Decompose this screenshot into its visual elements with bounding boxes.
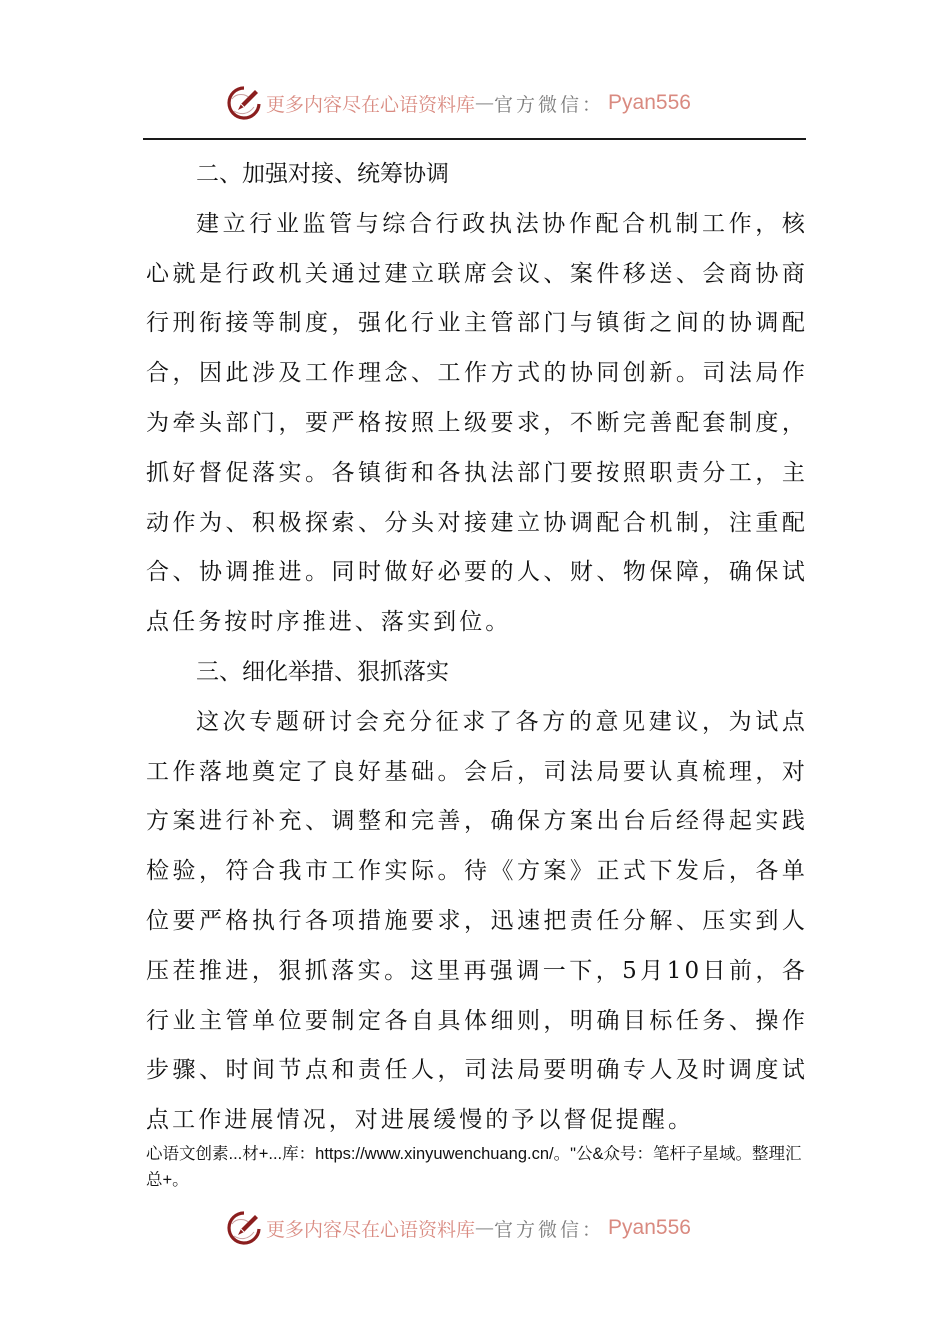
section-coordination — [146, 150, 808, 648]
banner-dash: — — [475, 92, 495, 114]
section-heading: 二、加强对接、统筹协调 — [196, 161, 449, 187]
source-note: 心语文创素...材+...库：https://www.xinyuwenchuang.cn/。"公&众号：笔杆子星域。整理汇总+。 — [146, 1145, 802, 1189]
section-implementation — [146, 648, 808, 1146]
wechat-label: 官方微信： — [494, 93, 605, 116]
section-paragraph: 这次专题研讨会充分征求了各方的意见建议，为试点工作落地奠定了良好基础。会后，司法局要认真梳理，对方案进行补充、调整和完善，确保方案出台后经得起实践检验，符合我市工作实际。待《方案》正式下发后，各单位要严格执行各项措施要求，迅速把责任分解、压实到人压茬推进，狠抓落实。这里再强调一下，5月10日前，各行业主管单位要制定各自具体细则，明确目标任务、操作步骤、时间节点和责任人，司法局要明确专人及时调度试点工作进展情况，对进展缓慢的予以督促提醒。 — [146, 708, 808, 1134]
footer-banner — [226, 1208, 691, 1248]
promo-text: 更多内容尽在心语资料库 — [266, 93, 476, 116]
quill-pen-logo-icon — [226, 85, 262, 121]
wechat-id: Pyan556 — [608, 1216, 691, 1239]
quill-pen-logo-icon — [226, 1210, 262, 1246]
header-rule — [143, 138, 806, 140]
wechat-id: Pyan556 — [608, 91, 691, 114]
wechat-label: 官方微信： — [494, 1218, 605, 1241]
section-heading: 三、细化举措、狠抓落实 — [196, 658, 449, 685]
section-paragraph: 建立行业监管与综合行政执法协作配合机制工作，核心就是行政机关通过建立联席会议、案件移送、会商协商行刑衔接等制度，强化行业主管部门与镇街之间的协调配合，因此涉及工作理念、工作方式的协同创新。司法局作为牵头部门，要严格按照上级要求，不断完善配套制度，抓好督促落实。各镇街和各执法部门要按照职责分工，主动作为、积极探索、分头对接建立协调配合机制，注重配合、协调推进。同时做好必要的人、财、物保障，确保试点任务按时序推进、落实到位。 — [146, 210, 808, 636]
promo-text: 更多内容尽在心语资料库 — [266, 1218, 476, 1241]
banner-dash: — — [475, 1217, 495, 1239]
document-body — [146, 150, 808, 1146]
header-banner — [226, 83, 691, 123]
